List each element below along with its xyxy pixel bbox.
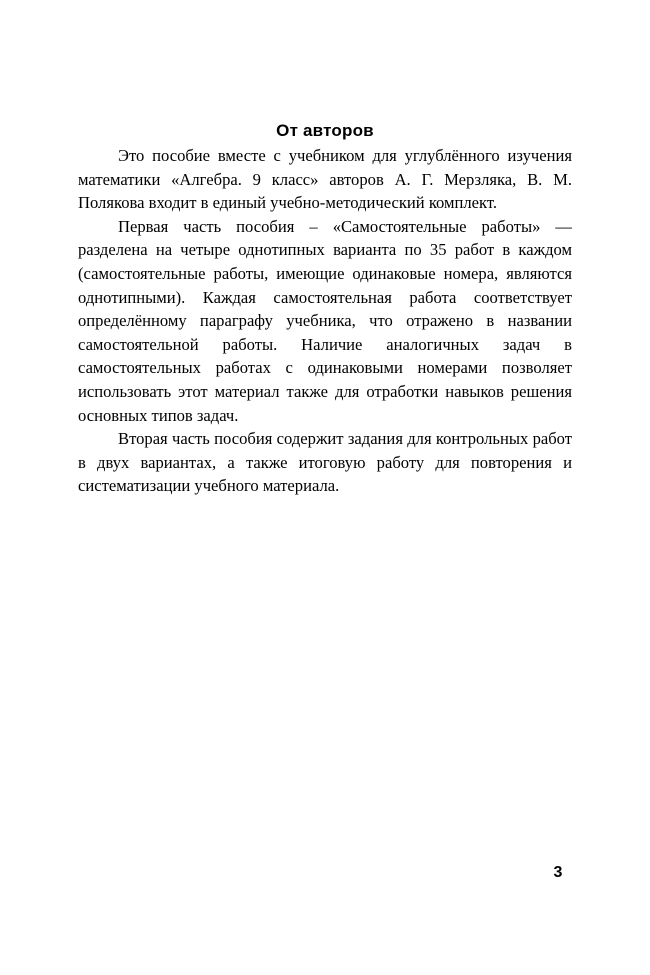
paragraph-2: Первая часть пособия – «Самостоятельные работы» — разделена на четыре однотипных варианта по 35 работ в каждом (самостоятельные работы, имеющие одинаковые номера, являются однотипными). Каждая самостоятельная работа соответствует определённому параграфу учебника, что отражено в названии самостоятельной работы. Наличие аналогичных задач в самостоятельных работах с одинаковыми номерами позволяет использовать этот материал также для отработки навыков решения основных типов задач.: [78, 216, 572, 425]
paragraph-3: Вторая часть пособия содержит задания для контрольных работ в двух вариантах, а также итоговую работу для повторения и систематизации учебного материала.: [78, 429, 572, 496]
page-number: [0, 864, 650, 882]
page-title: От авторов: [276, 121, 374, 141]
page-number-value: 3: [553, 864, 563, 881]
paragraph-1: Это пособие вместе с учебником для углублённого изучения математики «Алгебра. 9 класс» авторов А. Г. Мерзляка, В. М. Полякова входит в единый учебно-методический комплект.: [78, 146, 572, 213]
body-text-block: [78, 144, 572, 498]
